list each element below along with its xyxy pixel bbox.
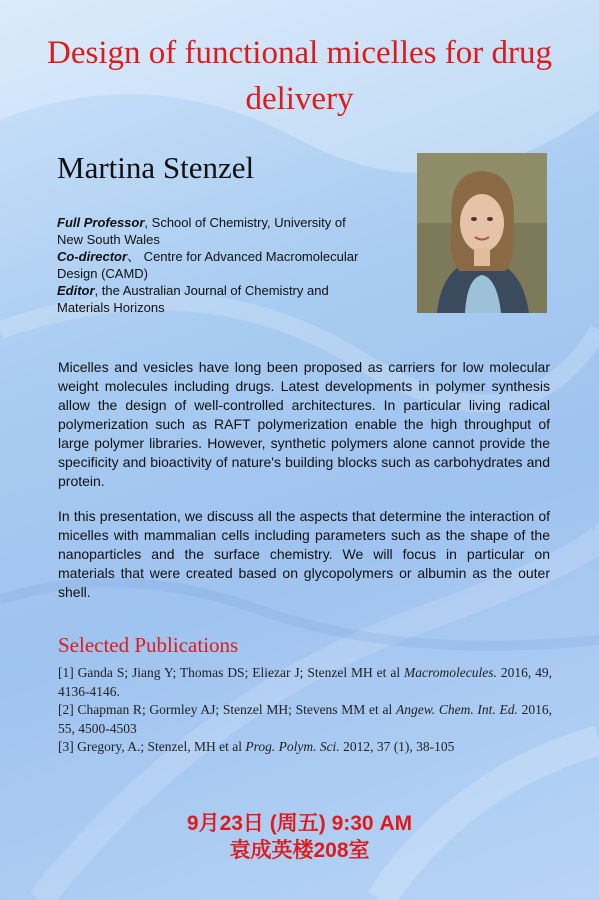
speaker-name: Martina Stenzel (57, 150, 255, 185)
speaker-affiliations (57, 214, 367, 316)
publication-list (58, 664, 552, 757)
publication-authors: [2] Chapman R; Gormley AJ; Stenzel MH; Stevens MM et al (58, 702, 396, 717)
role-label: Editor (57, 283, 95, 298)
publication-details: 2012, 37 (1), 38-105 (339, 739, 455, 754)
publication-details: 2016, 49, 4136-4146. (58, 665, 552, 699)
publication-authors: [3] Gregory, A.; Stenzel, MH et al (58, 739, 246, 754)
abstract (58, 358, 550, 618)
role-text: , the Australian Journal of Chemistry and Materials Horizons (57, 283, 329, 315)
role-text: 、 Centre for Advanced Macromolecular Design (CAMD) (57, 249, 359, 281)
publications-heading: Selected Publications (58, 633, 239, 657)
publication-journal: Prog. Polym. Sci. (245, 739, 340, 754)
page-title: Design of functional micelles for drug delivery (47, 35, 552, 117)
event-datetime: 9月23日 (周五) 9:30 AM (186, 812, 413, 835)
affiliation-line (57, 282, 367, 316)
affiliation-line (57, 248, 367, 282)
publication-authors: [1] Ganda S; Jiang Y; Thomas DS; Eliezar J; Stenzel MH et al (58, 665, 405, 680)
speaker-photo (417, 153, 547, 313)
role-label: Co-director (57, 249, 128, 264)
publication-details: 2016, 55, 4500-4503 (58, 702, 553, 736)
publication-journal: Angew. Chem. Int. Ed. (395, 702, 518, 717)
publication-journal: Macromolecules. (404, 665, 497, 680)
publication-item (58, 664, 552, 701)
role-text: , School of Chemistry, University of New South Wales (57, 215, 346, 247)
event-location: 袁成英楼208室 (229, 839, 370, 862)
abstract-paragraph: Micelles and vesicles have long been proposed as carriers for low molecular weight molecules including drugs. Latest developments in polymer synthesis allow the design of well-controlled architectures. In particular living radical polymerization such as RAFT polymerization enable the high throughput of large polymer libraries. However, synthetic polymers alone cannot provide the specificity and bioactivity of nature's building blocks such as carbohydrates and protein. (58, 359, 550, 489)
event-info (0, 810, 599, 864)
affiliation-line (57, 214, 367, 248)
abstract-paragraph: In this presentation, we discuss all the aspects that determine the interaction of micelles with mammalian cells including parameters such as the shape of the nanoparticles and the surface chemistry. We will focus in particular on materials that were created based on glycopolymers or albumin as the outer shell. (58, 508, 550, 600)
role-label: Full Professor (57, 215, 145, 230)
publication-item (58, 738, 552, 757)
publication-item (58, 701, 552, 738)
